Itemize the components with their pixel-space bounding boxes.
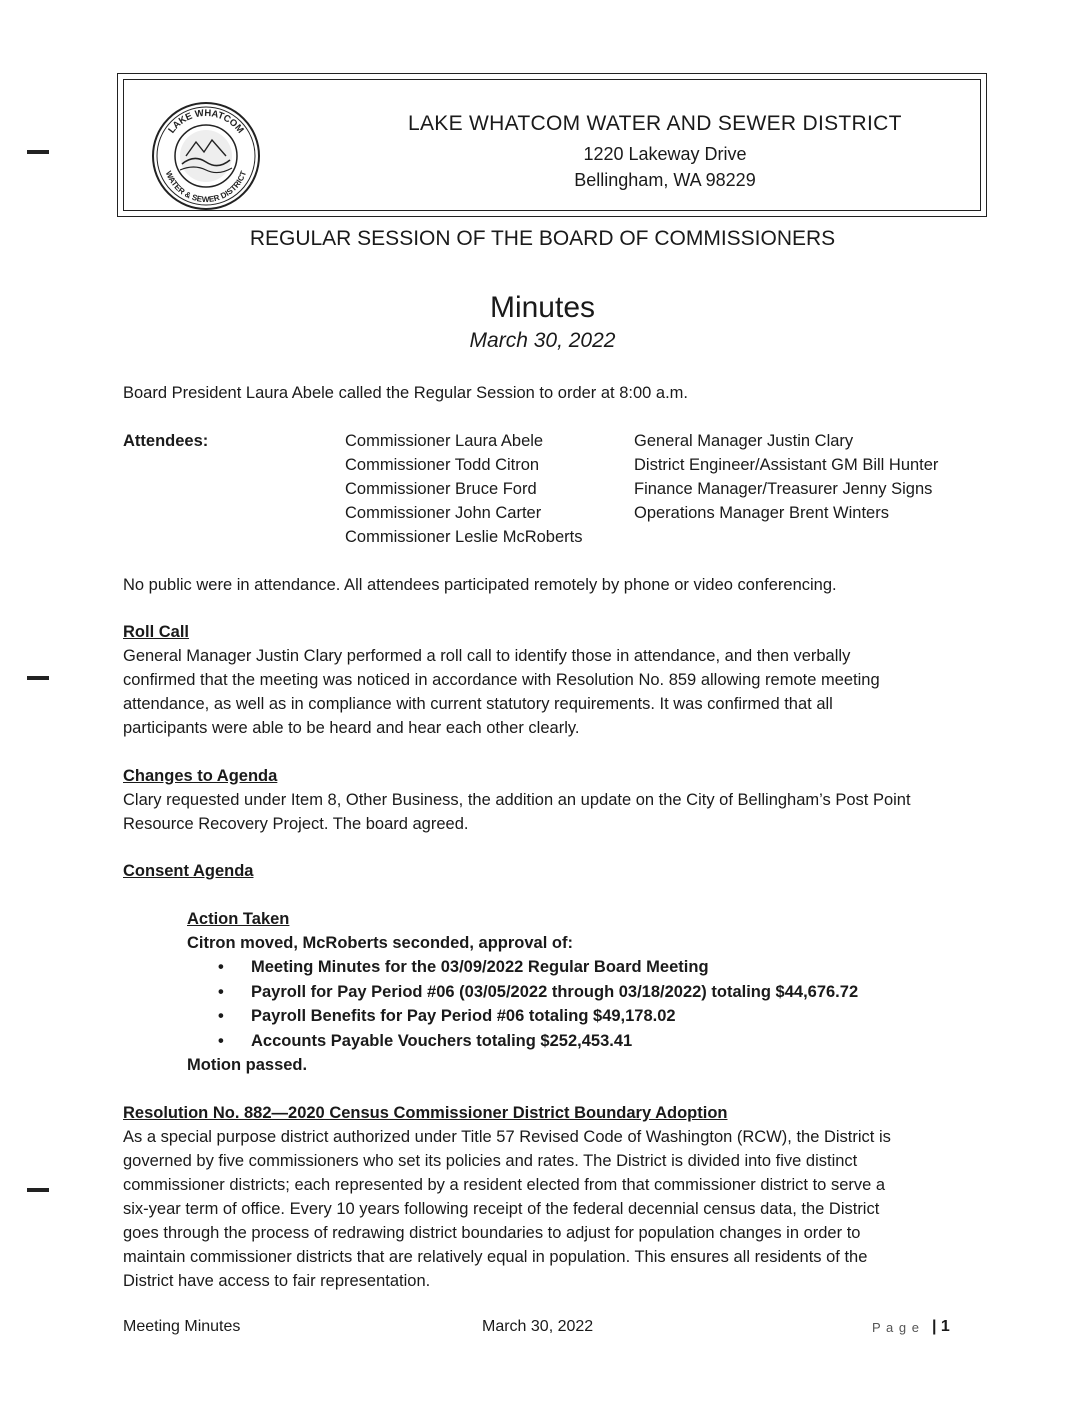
consent-motion: Citron moved, McRoberts seconded, approval of: (187, 934, 573, 952)
attendee-staff: Operations Manager Brent Winters (634, 504, 889, 522)
action-taken-heading: Action Taken (187, 910, 290, 928)
meeting-date: March 30, 2022 (469, 329, 616, 352)
resolution-text: governed by five commissioners who set its policies and rates. The District is divided into five distinct (123, 1152, 858, 1170)
footer-page-word: P a g e (872, 1320, 920, 1335)
attendee-commissioner: Commissioner Bruce Ford (345, 480, 537, 498)
roll-call-heading: Roll Call (123, 623, 190, 641)
resolution-text: As a special purpose district authorized under Title 57 Revised Code of Washington (RCW), the District is (123, 1128, 891, 1146)
attendee-commissioner: Commissioner Leslie McRoberts (345, 528, 583, 546)
attendee-commissioner: Commissioner Todd Citron (345, 456, 540, 474)
organization-name: LAKE WHATCOM WATER AND SEWER DISTRICT (408, 112, 902, 135)
attendee-commissioner: Commissioner John Carter (345, 504, 542, 522)
resolution-text: six-year term of office. Every 10 years following receipt of the federal decennial census data, the District (123, 1200, 880, 1218)
roll-call-text: attendance, as well as in compliance with current statutory requirements. It was confirmed that all (123, 695, 833, 713)
roll-call-text: General Manager Justin Clary performed a roll call to identify those in attendance, and then verbally (123, 647, 851, 665)
address-street: 1220 Lakeway Drive (583, 144, 747, 164)
footer-document-name: Meeting Minutes (123, 1318, 241, 1335)
resolution-text: goes through the process of redrawing district boundaries to adjust for population changes in order to (123, 1224, 861, 1242)
roll-call-text: participants were able to be heard and hear each other clearly. (123, 719, 580, 737)
consent-items-list (215, 955, 858, 1053)
opening-statement: Board President Laura Abele called the Regular Session to order at 8:00 a.m. (123, 384, 689, 402)
consent-agenda-heading: Consent Agenda (123, 862, 254, 880)
list-item: • Payroll for Pay Period #06 (03/05/2022 through 03/18/2022) totaling $44,676.72 (215, 980, 858, 1005)
public-attendance-note: No public were in attendance. All attendees participated remotely by phone or video conferencing. (123, 576, 837, 594)
punch-mark-middle (27, 676, 49, 680)
session-title: REGULAR SESSION OF THE BOARD OF COMMISSIONERS (249, 227, 836, 250)
attendees-label: Attendees: (123, 432, 209, 450)
punch-mark-bottom (27, 1188, 49, 1192)
seal-text-bottom: WATER & SEWER DISTRICT (163, 169, 249, 205)
resolution-text: District have access to fair representation. (123, 1272, 431, 1290)
agenda-changes-text: Clary requested under Item 8, Other Business, the addition an update on the City of Bellingham’s Post Point (123, 791, 911, 809)
footer-date: March 30, 2022 (482, 1318, 594, 1335)
footer-page-number: | 1 (932, 1318, 950, 1335)
list-item: • Payroll Benefits for Pay Period #06 totaling $49,178.02 (215, 1004, 858, 1029)
resolution-text: commissioner districts; each represented by a resident elected from that commissioner district to serve a (123, 1176, 886, 1194)
motion-result: Motion passed. (187, 1056, 308, 1074)
agenda-changes-text: Resource Recovery Project. The board agreed. (123, 815, 469, 833)
list-item: • Accounts Payable Vouchers totaling $252,453.41 (215, 1029, 858, 1054)
document-title: Minutes (489, 291, 596, 324)
seal-text-top: LAKE WHATCOM (166, 107, 246, 136)
attendee-commissioner: Commissioner Laura Abele (345, 432, 544, 450)
attendee-staff: Finance Manager/Treasurer Jenny Signs (634, 480, 933, 498)
attendee-staff: District Engineer/Assistant GM Bill Hunter (634, 456, 939, 474)
address-city: Bellingham, WA 98229 (574, 170, 756, 190)
agenda-changes-heading: Changes to Agenda (123, 767, 278, 785)
roll-call-text: confirmed that the meeting was noticed in accordance with Resolution No. 859 allowing remote meeting (123, 671, 880, 689)
resolution-text: maintain commissioner districts that are relatively equal in population. This ensures all residents of the (123, 1248, 868, 1266)
list-item: • Meeting Minutes for the 03/09/2022 Regular Board Meeting (215, 955, 858, 980)
attendee-staff: General Manager Justin Clary (634, 432, 854, 450)
resolution-heading: Resolution No. 882—2020 Census Commissioner District Boundary Adoption (123, 1104, 728, 1122)
